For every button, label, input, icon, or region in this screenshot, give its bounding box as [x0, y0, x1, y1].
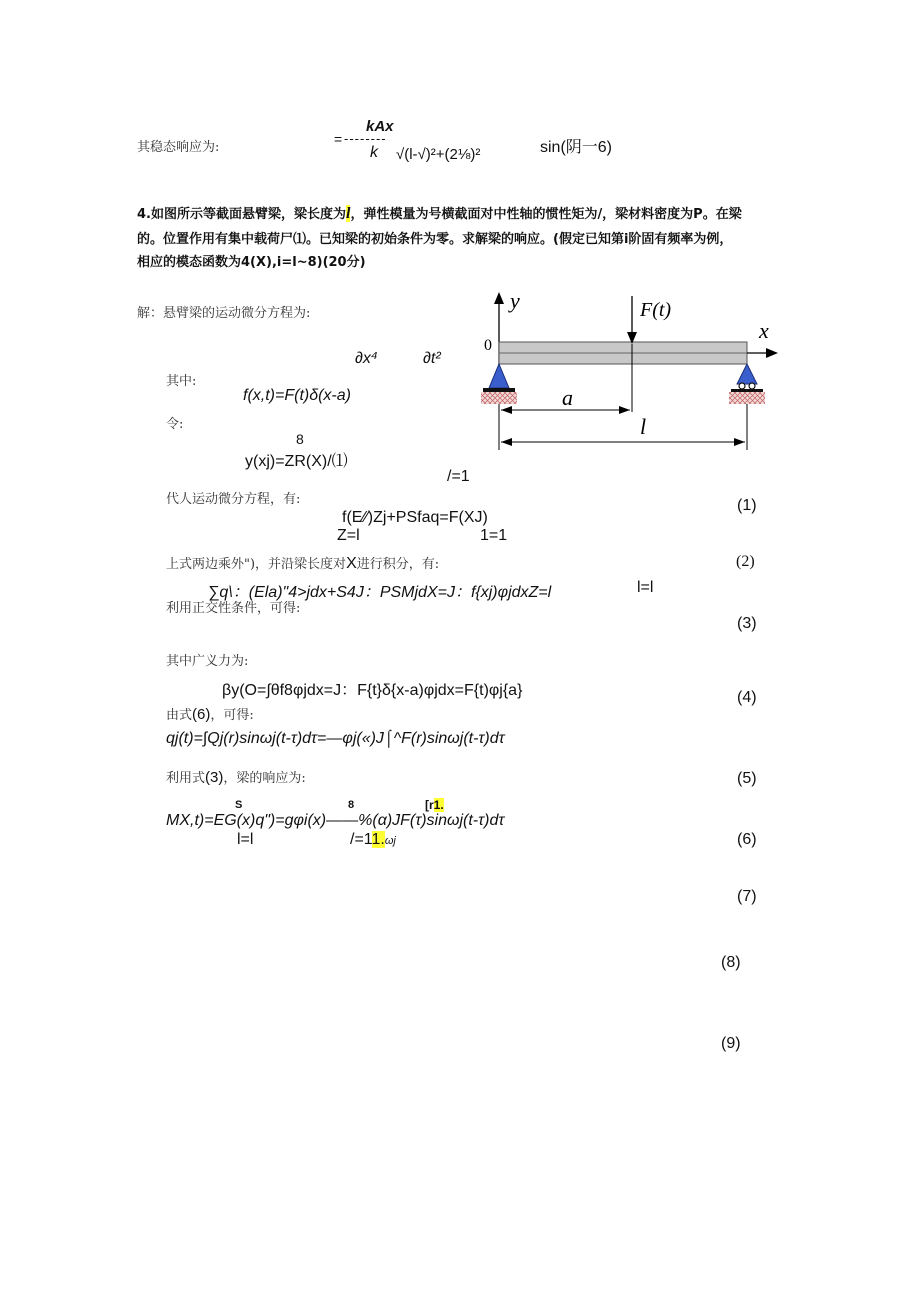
use-equation-label: 利用式(3)，梁的响应为: — [166, 769, 306, 786]
dimension-a-arrow-right — [619, 406, 630, 414]
force-label: F(t) — [640, 299, 672, 321]
right-support-base — [731, 389, 763, 392]
origin-label: 0 — [484, 337, 492, 354]
steady-eq-sign: = — [334, 131, 343, 147]
response-top-r: [r1. — [425, 798, 444, 812]
equation-number: (2) — [736, 553, 755, 570]
steady-numerator: kAx — [366, 118, 394, 135]
left-support — [489, 364, 509, 388]
integral-equation-tail: l=l — [637, 579, 654, 596]
response-lower-a: l=l — [237, 831, 254, 848]
equation-number: (5) — [737, 770, 757, 787]
highlight-top: 1. — [433, 798, 444, 812]
pde-term-left: ∂x⁴ — [355, 350, 378, 367]
from-equation-label: 由式(6)，可得: — [166, 706, 254, 723]
solution-intro: 解：悬臂梁的运动微分方程为: — [137, 306, 311, 321]
orthogonality-label: 利用正交性条件，可得: — [166, 601, 301, 616]
substituted-equation: f(E⁄∕)Zj+PSfaq=F(XJ) — [342, 509, 488, 526]
modal-coordinate-equation: qj(t)=∫Qj(r)sinωj(t-τ)dτ=—φj(«)J⌠^F(r)sinωj(t-τ)dτ — [166, 730, 505, 747]
right-support — [737, 364, 757, 384]
response-equation: MX,t)=EG(x)q")=gφi(x)——%(α)JF(τ)sinωj(t-τ)dτ — [166, 812, 505, 829]
steady-radical: √(l-√)²+(2⅛)² — [396, 146, 481, 163]
substituted-lower-a: Z=l — [337, 527, 360, 544]
steady-label: 其稳态响应为: — [137, 140, 220, 155]
problem-line-2: 的。位置作用有集中载荷尸⑴。已知梁的初始条件为零。求解梁的响应。(假定已知第i阶固有频率为例， — [137, 232, 733, 247]
x-axis-arrow — [766, 348, 778, 358]
response-lower-b: /=11.ωj — [350, 831, 396, 848]
equation-number: (9) — [721, 1035, 741, 1052]
left-support-base — [483, 388, 515, 392]
generalized-force-equation: βy(O=∫θf8φjdx=J：F{t}δ{x-a)φjdx=F{t)φj{a} — [222, 682, 523, 699]
equation-number: (6) — [737, 831, 757, 848]
equation-number: (8) — [721, 954, 741, 971]
substituted-lower-b: 1=1 — [480, 527, 508, 544]
equation-number: (7) — [737, 888, 757, 905]
dimension-l-arrow-right — [734, 438, 745, 446]
where-label: 其中: — [166, 374, 197, 389]
generalized-force-label: 其中广义力为: — [166, 654, 249, 669]
response-top-8: 8 — [348, 799, 355, 811]
steady-sin-term: sin(阴一6) — [540, 139, 613, 156]
problem-line-1: 4.如图所示等截面悬臂梁，梁长度为l，弹性模量为号横截面对中性轴的惯性矩为/，梁材料密度为P。在梁 — [137, 205, 742, 222]
let-label: 令: — [166, 417, 184, 432]
roller-left — [739, 383, 745, 389]
response-top-s: S — [235, 799, 243, 811]
integral-equation: ∑q\：(Ela)"4>jdx+S4J：PSMjdX=J：f{xj)φjdxZ=l — [208, 584, 552, 601]
highlight-bottom: 1. — [371, 831, 385, 848]
steady-denominator: k — [370, 144, 378, 161]
x-axis-label: x — [759, 318, 769, 343]
problem-line-3: 相应的模态函数为4(X),i=l~8)(20分) — [137, 255, 366, 270]
substitute-label: 代人运动微分方程，有: — [166, 492, 301, 507]
pde-term-right: ∂t² — [423, 350, 441, 367]
dimension-l-label: l — [640, 414, 647, 439]
highlight-l: l — [345, 205, 351, 222]
steady-fraction-bar: -------- — [344, 131, 387, 146]
dimension-l-arrow-left — [501, 438, 512, 446]
expansion-sum-bottom: /=1 — [447, 468, 470, 485]
y-axis-arrow — [494, 292, 504, 304]
dimension-a-arrow-left — [501, 406, 512, 414]
modal-expansion: y(xj)=ZR(X)/⑴ — [245, 453, 348, 470]
y-axis-label: y — [510, 288, 520, 313]
beam-figure — [470, 288, 780, 458]
equation-number: (4) — [737, 689, 757, 706]
equation-number: (3) — [737, 615, 757, 632]
multiply-instruction: 上式两边乘外")，并沿梁长度对X进行积分，有: — [166, 555, 440, 572]
right-ground — [729, 392, 765, 404]
left-ground — [481, 392, 517, 404]
expansion-sum-top: 8 — [296, 431, 304, 447]
dimension-a-label: a — [562, 385, 573, 410]
roller-right — [749, 383, 755, 389]
equation-number: (1) — [737, 497, 757, 514]
force-definition: f(x,t)=F(t)δ(x-a) — [243, 387, 351, 404]
